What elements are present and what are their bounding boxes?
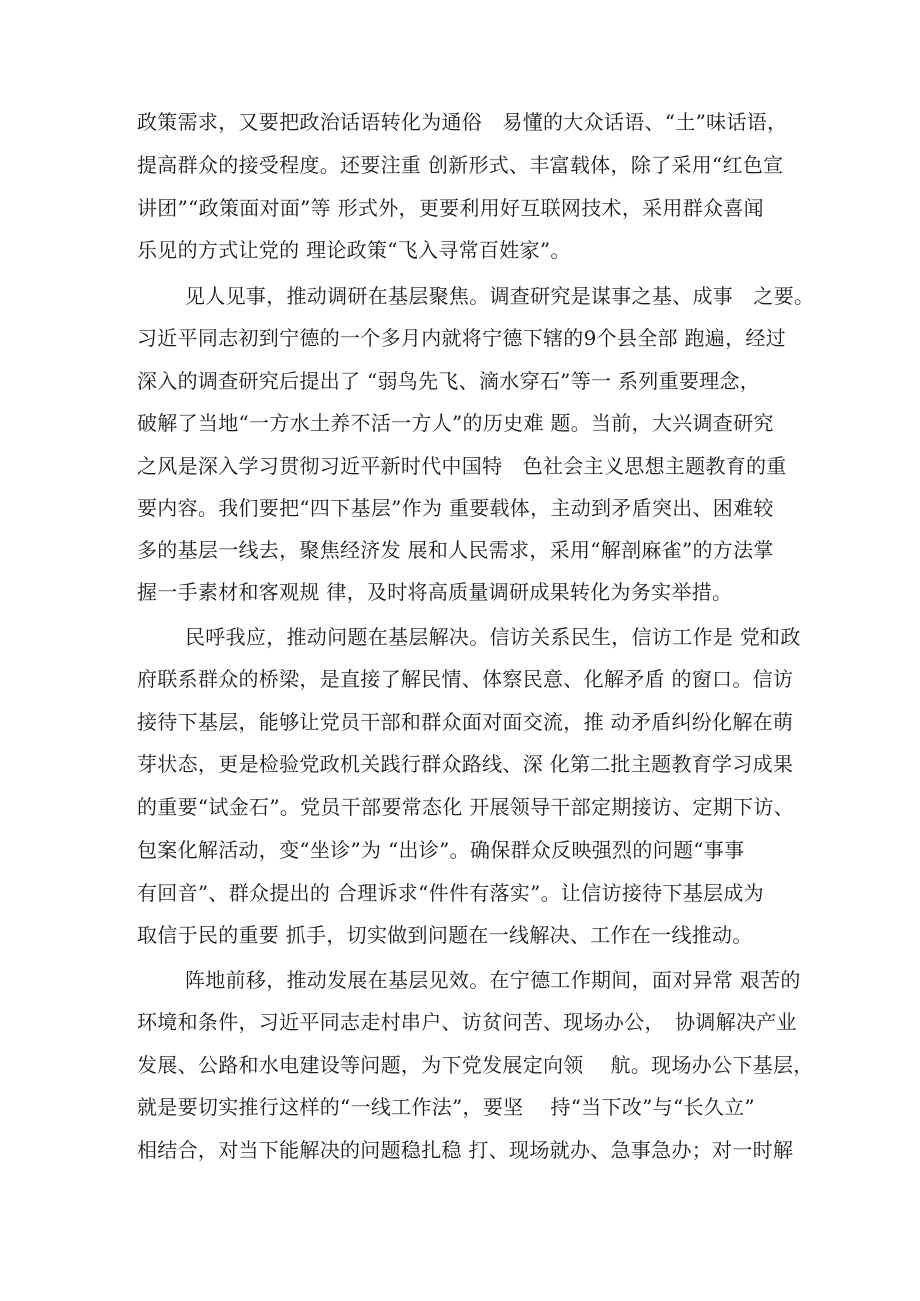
text-line: 讲团”“政策面对面”等 形式外，更要利用好互联网技术，采用群众喜闻 [137,196,764,220]
text-line: 接待下基层，能够让党员干部和群众面对面交流，推 动矛盾纠纷化解在萌 [137,710,794,734]
text-line: 取信于民的重要 抓手，切实做到问题在一线解决、工作在一线推动。 [137,923,753,947]
text-line: 发展、公路和水电建设等问题，为下党发展定向领 航。现场办公下基层， [137,1053,814,1077]
text-line: 相结合，对当下能解决的问题稳扎稳 打、现场就办、急事急办；对一时解 [137,1138,794,1162]
text-line: 就是要切实推行这样的“一线工作法”，要坚 持“当下改”与“长久立” [137,1095,755,1119]
paragraph-first-line: 阵地前移，推动发展在基层见效。在宁德工作期间，面对异常 艰苦的 [185,968,801,992]
text-line: 环境和条件，习近平同志走村串户、访贫问苦、现场办公， 协调解决产业 [137,1010,797,1034]
text-line: 深入的调查研究后提出了 “弱鸟先飞、滴水穿石”等一 系列重要理念， [137,369,761,393]
text-line: 的重要“试金石”。党员干部要常态化 开展领导干部定期接访、定期下访、 [137,795,795,819]
paragraph-first-line: 见人见事，推动调研在基层聚焦。调查研究是谋事之基、成事 之要。 [185,284,815,308]
text-line: 要内容。我们要把“四下基层”作为 重要载体，主动到矛盾突出、困难较 [137,496,774,520]
text-line: 政策需求，又要把政治话语转化为通俗 易懂的大众话语、“土”味话语， [137,110,788,134]
text-line: 提高群众的接受程度。还要注重 创新形式、丰富载体，除了采用“红色宣 [137,153,784,177]
text-line: 之风是深入学习贯彻习近平新时代中国特 色社会主义思想主题教育的重 [137,454,787,478]
text-line: 芽状态，更是检验党政机关践行群众路线、深 化第二批主题教育学习成果 [137,752,794,776]
text-line: 包案化解活动，变“坐诊”为 “出诊”。确保群众反映强烈的问题“事事 [137,838,745,862]
text-line: 习近平同志初到宁德的一个多月内就将宁德下辖的9个县全部 跑遍，经过 [137,326,786,350]
text-line: 破解了当地“一方水土养不活一方人”的历史难 题。当前，大兴调查研究 [137,411,774,435]
text-line: 乐见的方式让党的 理论政策“飞入寻常百姓家”。 [137,238,571,262]
text-line: 府联系群众的桥梁，是直接了解民情、体察民意、化解矛盾 的窗口。信访 [137,667,794,691]
text-line: 握一手素材和客观规 律，及时将高质量调研成果转化为务实举措。 [137,580,733,604]
text-line: 多的基层一线去，聚焦经济发 展和人民需求，采用“解剖麻雀”的方法掌 [137,538,774,562]
text-line: 有回音”、群众提出的 合理诉求“件件有落实”。让信访接待下基层成为 [137,881,764,905]
paragraph-first-line: 民呼我应，推动问题在基层解决。信访关系民生，信访工作是 党和政 [185,625,801,649]
